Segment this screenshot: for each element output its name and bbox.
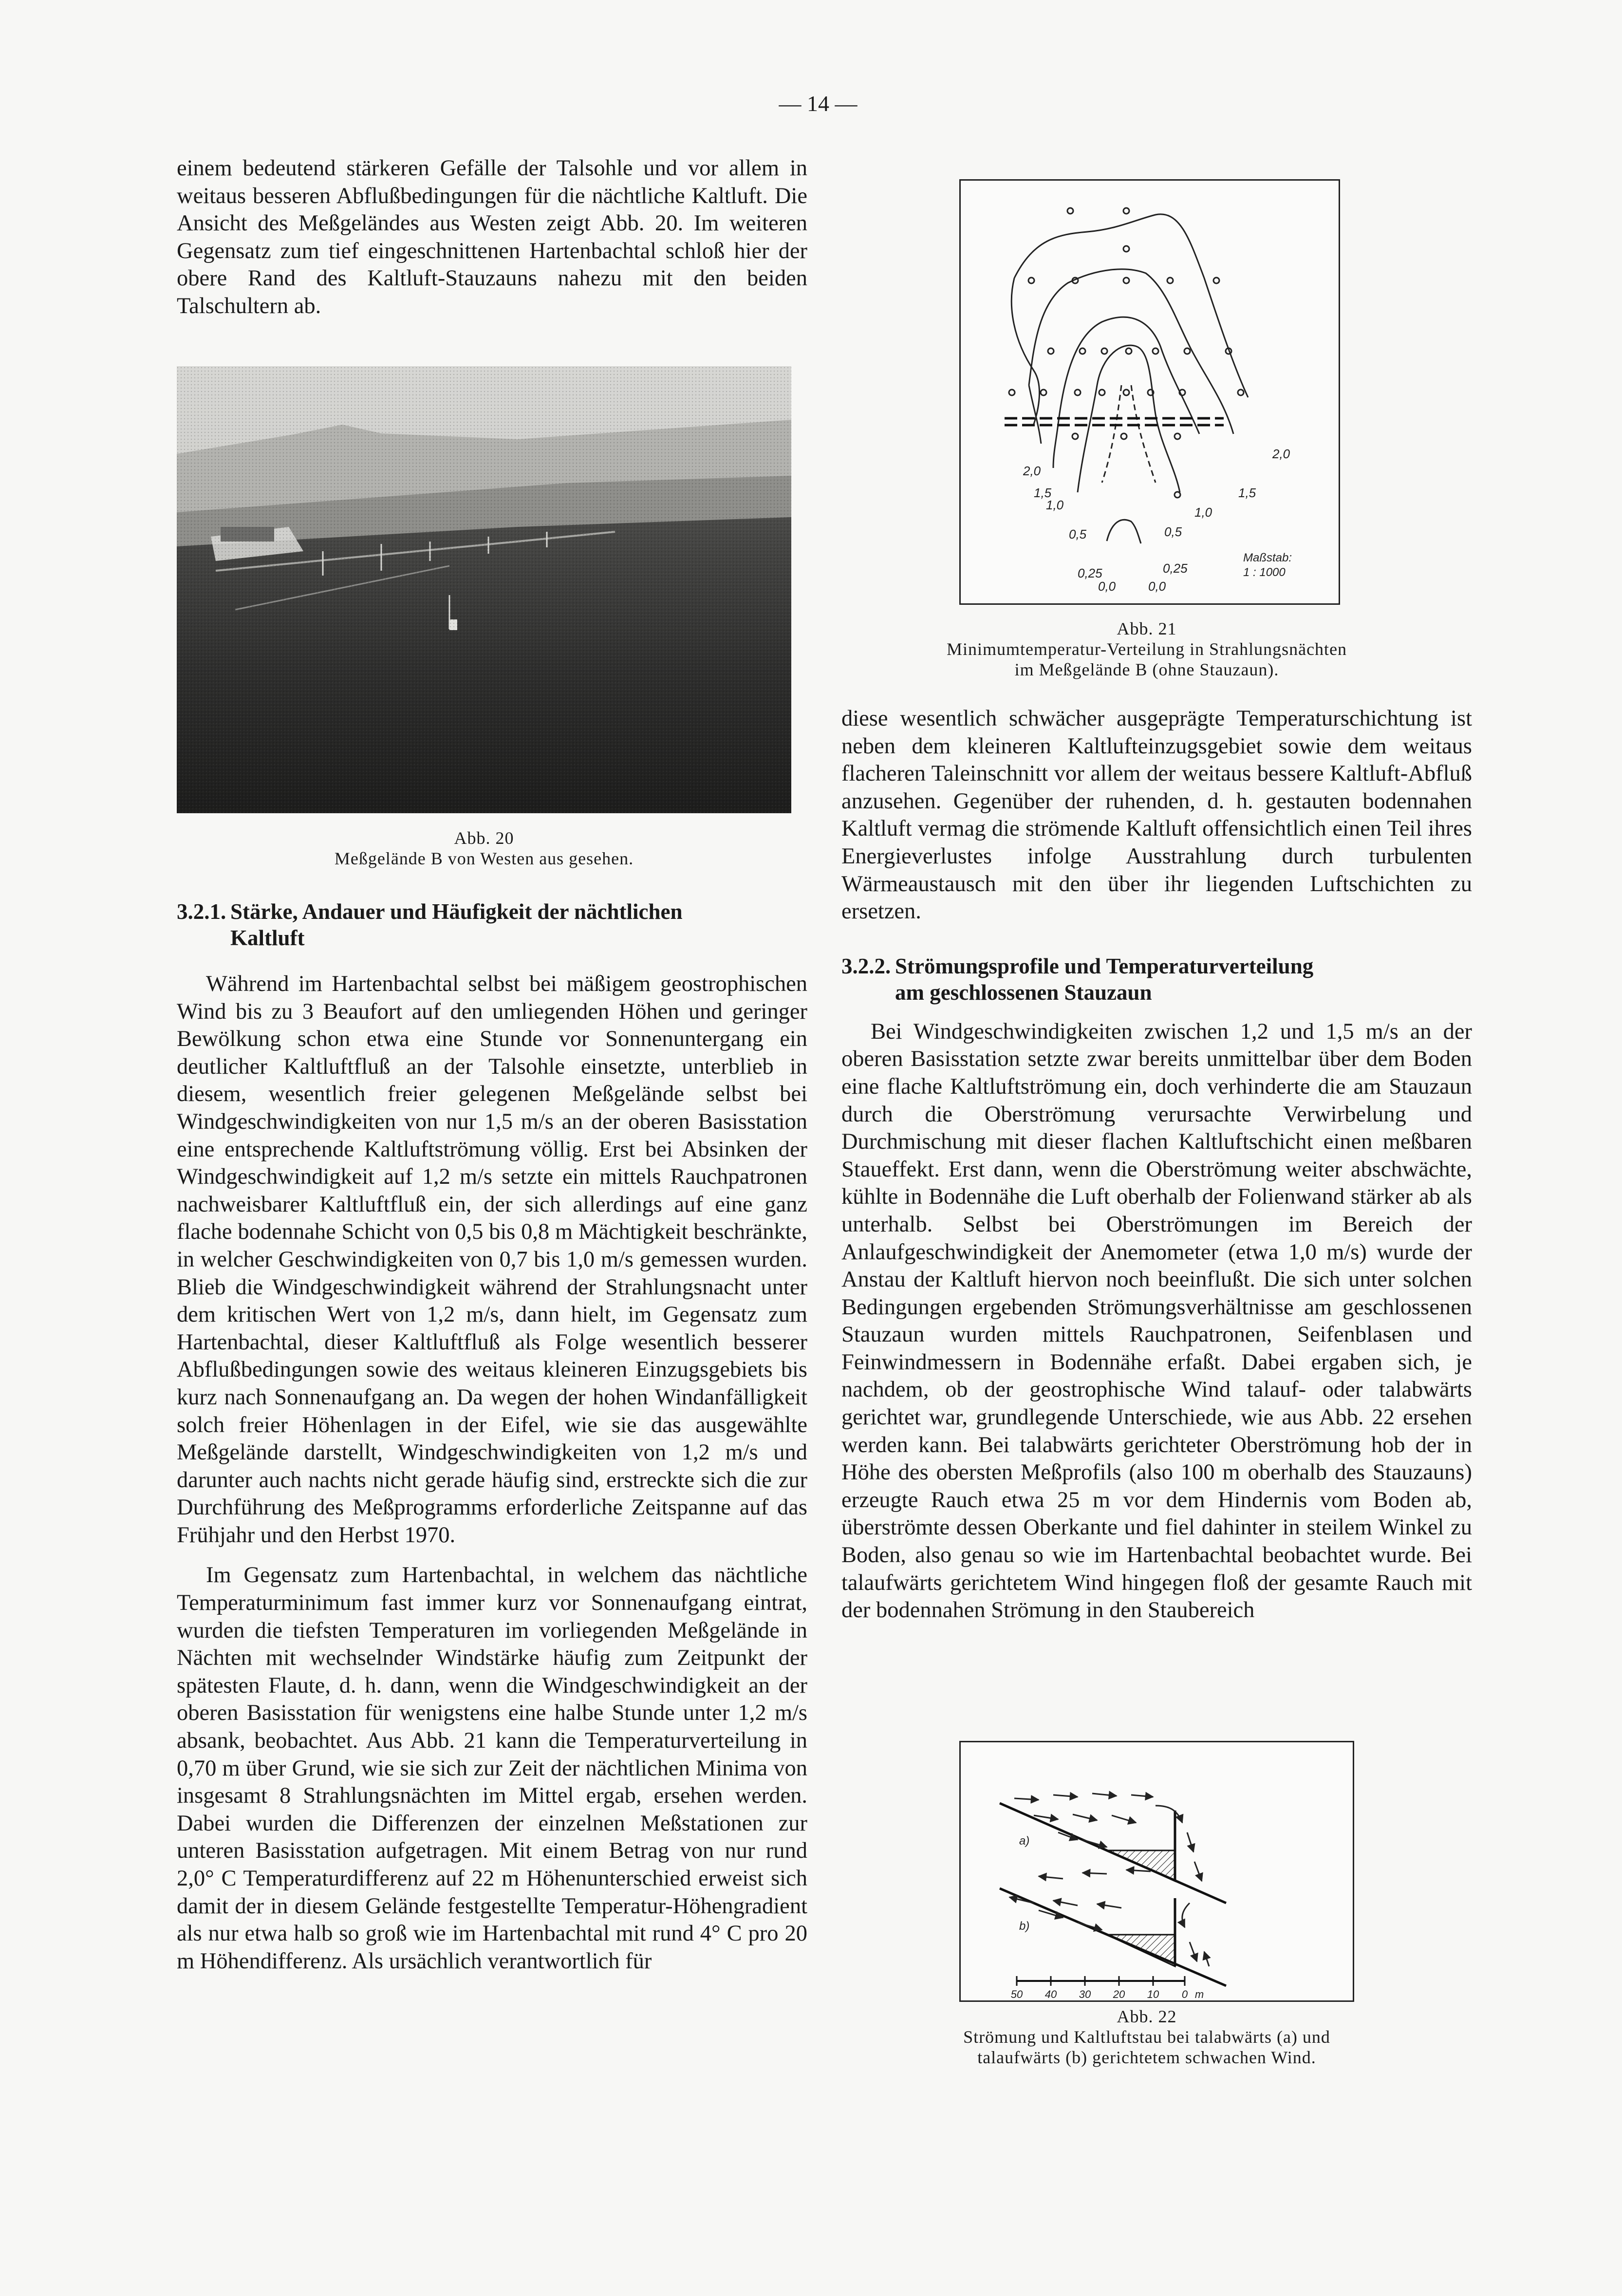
fig21-label-0-25-left: 0,25 — [1078, 566, 1102, 580]
fig22-panel-a-label: a) — [1019, 1834, 1030, 1848]
fig21-label: Abb. 21 — [1117, 619, 1177, 638]
fig22-scale-tick-30: 30 — [1079, 1988, 1091, 2000]
fig21-caption-line1: Minimumtemperatur-Verteilung in Strahlungsnächten — [946, 639, 1347, 659]
fig21-scale-label: Maßstab: — [1243, 551, 1292, 564]
fig21-contour-map — [961, 181, 1339, 603]
fig21-label-2-0-right: 2,0 — [1272, 447, 1290, 461]
section-321-number: 3.2.1. — [177, 899, 226, 924]
fig20-landscape-image — [177, 366, 791, 813]
fig21-frame — [959, 179, 1340, 605]
section-322-title-line2: am geschlossenen Stauzaun — [895, 980, 1152, 1005]
fig22-flow-diagram — [961, 1742, 1353, 2000]
fig21-label-0-5-right: 0,5 — [1164, 524, 1182, 539]
fig21-label-1-5-left: 1,5 — [1034, 485, 1052, 500]
fig21-label-0-0-left: 0,0 — [1098, 579, 1116, 594]
left-column-lower — [177, 898, 807, 1975]
fig21-label-0-5-left: 0,5 — [1069, 527, 1087, 541]
fig20-caption-text: Meßgelände B von Westen aus gesehen. — [334, 849, 634, 868]
fig21-label-0-0-right: 0,0 — [1148, 579, 1166, 594]
fig21-label-1-0-right: 1,0 — [1194, 505, 1212, 520]
right-column — [841, 705, 1472, 1624]
fig21-label-1-5-right: 1,5 — [1238, 485, 1256, 500]
para-321-b: Im Gegensatz zum Hartenbachtal, in welchem das nächtliche Temperaturminimum fast immer kurz vor Sonnenaufgang eintrat, wurden die tiefsten Temperaturen im vorliegenden Meßgelände in Nächten mit wechselnder Windstärke häufig zum Zeitpunkt der spätesten Flaute, d. h. dann, wenn die Windgeschwindigkeit an der oberen Basisstation für wenigstens eine halbe Stunde unter 1,2 m/s absank, beobachtet. Aus Abb. 21 kann die Temperaturverteilung in 0,70 m über Grund, wie sie sich zur Zeit der nächtlichen Minima von insgesamt 8 Strahlungsnächten im Mittel ergab, ersehen werden. Dabei wurden die Differenzen der einzelnen Meßstationen zur unteren Basisstation aufgetragen. Mit einem Betrag von nur rund 2,0° C Temperaturdifferenz auf 22 m Höhenunterschied erweist sich damit der in diesem Gelände festgestellte Temperatur-Höhengradient als nur etwa halb so groß wie im Hartenbachtal mit rund 4° C pro 20 m Höhendifferenz. Als ursächlich verantwortlich für — [177, 1563, 807, 1974]
fig22-caption — [857, 2006, 1436, 2068]
fig20-label: Abb. 20 — [454, 828, 514, 848]
fig21-label-2-0-left: 2,0 — [1023, 464, 1041, 478]
fig22-scale-tick-10: 10 — [1147, 1988, 1159, 2000]
page-number: — 14 — — [779, 91, 858, 116]
section-322-heading — [841, 953, 1472, 1006]
fig21-label-0-25-right: 0,25 — [1163, 561, 1188, 576]
fig20-photo — [177, 366, 791, 813]
fig20-caption — [177, 828, 791, 869]
fig22-label: Abb. 22 — [1117, 2007, 1177, 2026]
fig21-label-1-0-left: 1,0 — [1046, 498, 1064, 512]
fig21-scale-value: 1 : 1000 — [1243, 566, 1286, 579]
fig21-caption-line2: im Meßgelände B (ohne Stauzaun). — [1014, 660, 1279, 679]
left-column — [177, 155, 807, 320]
fig21-caption — [857, 618, 1436, 680]
para-322: Bei Windgeschwindigkeiten zwischen 1,2 und 1,5 m/s an der oberen Basisstation setzte zwar bereits unmittelbar über dem Boden eine flache Kaltluftströmung ein, doch verhinderte die am Stauzaun durch die Oberströmung verursachte Verwirbelung und Durchmischung mit dieser flachen Kaltluftschicht einen meßbaren Staueffekt. Erst dann, wenn die Oberströmung weiter abschwächte, kühlte in Bodennähe die Luft oberhalb der Folienwand stärker ab als unterhalb. Selbst bei Oberströmungen im Bereich der Anlaufgeschwindigkeit der Anemometer (etwa 1,0 m/s) wurde der Anstau der Kaltluft hiervon noch beeinflußt. Die sich unter solchen Bedingungen ergebenden Strömungsverhältnisse am geschlossenen Stauzaun wurden mittels Rauchpatronen, Seifenblasen und Feinwindmessern in Bodennähe erfaßt. Dabei ergaben sich, je nachdem, ob der geostrophische Wind talauf- oder talabwärts gerichtet war, grundlegende Unterschiede, wie aus Abb. 22 ersehen werden kann. Bei talabwärts gerichteter Oberströmung hob der in Höhe des obersten Meßprofils (also 100 m oberhalb des Stauzauns) erzeugte Rauch etwa 25 m vor dem Hindernis vom Boden ab, überströmte dessen Oberkante und fiel dahinter in steilem Winkel zu Boden, also genau so wie im Hartenbachtal beobachtet wurde. Bei talaufwärts gerichtetem Wind hingegen floß der gesamte Rauch mit der bodennahen Strömung in den Staubereich — [841, 1019, 1472, 1623]
section-321-title-line2: Kaltluft — [230, 926, 305, 950]
fig22-panel-b-label: b) — [1019, 1920, 1030, 1933]
fig22-caption-line1: Strömung und Kaltluftstau bei talabwärts (a) und — [963, 2027, 1330, 2047]
fig22-scale-tick-50: 50 — [1010, 1988, 1023, 2000]
fig22-scale-tick-0: 0 — [1181, 1988, 1188, 2000]
fig22-scale-tick-40: 40 — [1044, 1988, 1057, 2000]
left-top-paragraph: einem bedeutend stärkeren Gefälle der Talsohle und vor allem in weitaus besseren Abflußbedingungen für die nächtliche Kaltluft. Die Ansicht des Meßgeländes aus Westen zeigt Abb. 20. Im weiteren Gegensatz zum tief eingeschnittenen Hartenbachtal schloß hier der obere Rand des Kaltluft-Stauzauns nahezu mit den beiden Talschultern ab. — [177, 156, 807, 318]
fig22-scale-unit: m — [1194, 1988, 1204, 2000]
fig22-scale-tick-20: 20 — [1113, 1988, 1125, 2000]
fig22-caption-line2: talaufwärts (b) gerichtetem schwachen Wind. — [977, 2048, 1316, 2067]
section-322-title-line1: Strömungsprofile und Temperaturverteilung — [895, 953, 1314, 978]
fig22-frame — [959, 1741, 1354, 2002]
section-321-title-line1: Stärke, Andauer und Häufigkeit der nächtlichen — [230, 899, 683, 924]
para-321-a: Während im Hartenbachtal selbst bei mäßigem geostrophischen Wind bis zu 3 Beaufort auf den umliegenden Höhen und geringer Bewölkung schon etwa eine Stunde vor Sonnenuntergang ein deutlicher Kaltluftfluß an der Talsohle einsetzte, unterblieb in diesem, wesentlich freier gelegenen Meßgelände selbst bei Windgeschwindigkeiten von nur 1,5 m/s an der oberen Basisstation eine entsprechende Kaltluftströmung völlig. Erst bei Absinken der Windgeschwindigkeit auf 1,2 m/s setzte ein mittels Rauchpatronen nachweisbarer Kaltluftfluß ein, der sich allerdings auf eine ganz flache bodennahe Schicht von 0,5 bis 0,8 m Mächtigkeit beschränkte, in welcher Geschwindigkeiten von 0,7 bis 1,0 m/s gemessen wurden. Blieb die Windgeschwindigkeit während der Strahlungsnacht unter dem kritischen Wert von 1,2 m/s, dann hielt, im Gegensatz zum Hartenbachtal, dieser Kaltluftfluß als Folge wesentlich besserer Abflußbedingungen sowie des weitaus kleineren Einzugsgebiets bis kurz nach Sonnenaufgang an. Da wegen der hohen Windanfälligkeit solch freier Höhenlagen in der Eifel, wie sie das ausgewählte Meßgelände darstellt, Windgeschwindigkeiten von 1,2 m/s und darunter auch nachts nicht gerade häufig sind, erstreckte sich die zur Durchführung des Meßprogramms erforderliche Zeitspanne auf das Frühjahr und den Herbst 1970. — [177, 971, 807, 1548]
section-321-heading — [177, 898, 807, 951]
right-para-1: diese wesentlich schwächer ausgeprägte Temperaturschichtung ist neben dem kleineren Kaltlufteinzugsgebiet sowie dem weitaus flacheren Taleinschnitt vor allem der weitaus bessere Kaltluft-Abfluß anzusehen. Gegenüber der ruhenden, d. h. gestauten bodennahen Kaltluft vermag die strömende Kaltluft offensichtlich einen Teil ihres Energieverlustes infolge Ausstrahlung durch turbulenten Wärmeaustausch mit den über ihr liegenden Luftschichten zu ersetzen. — [841, 706, 1472, 924]
section-322-number: 3.2.2. — [841, 953, 891, 978]
